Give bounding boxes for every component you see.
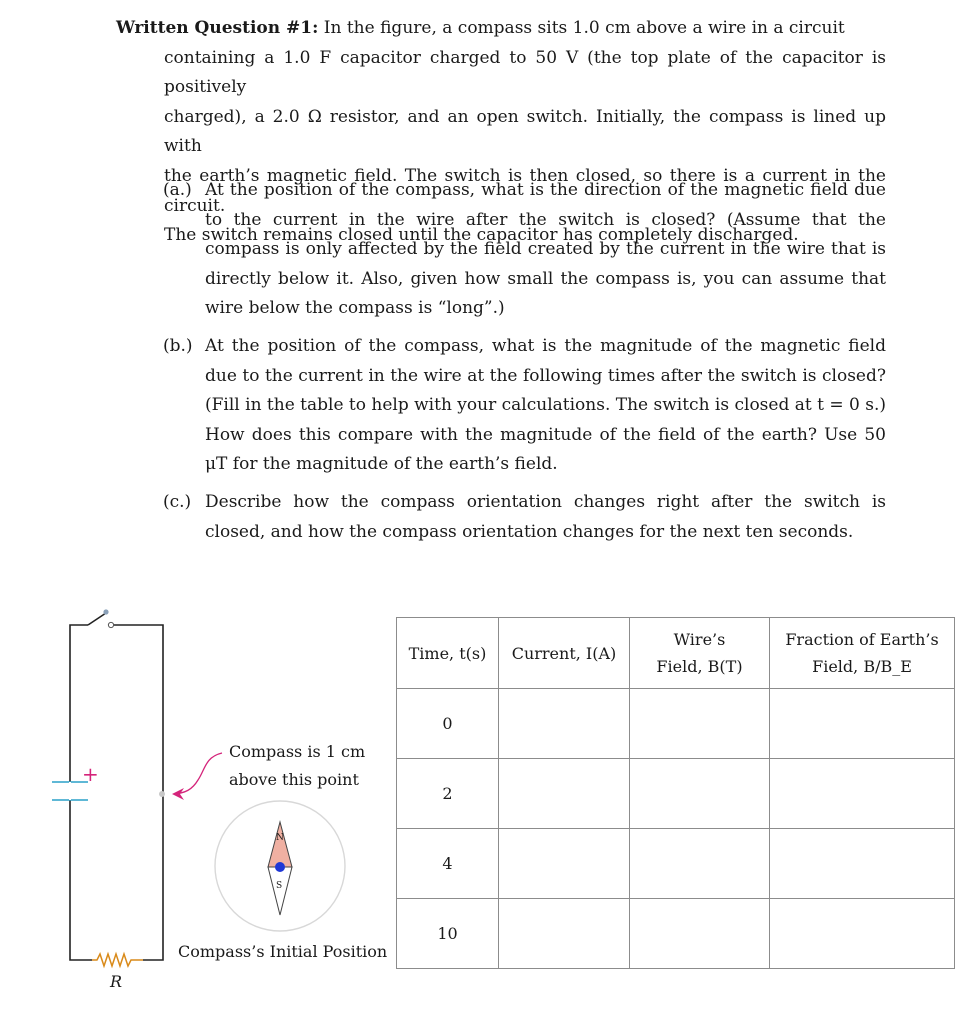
part-a [163,176,886,324]
data-table [396,617,955,969]
pointer-curve [174,753,222,794]
table-row [397,829,955,899]
part-b-label: (b.) [163,335,193,356]
cell-time: 10 [397,899,499,969]
cell-time: 2 [397,759,499,829]
compass-caption: Compass’s Initial Position [178,942,388,961]
wire-point [159,791,165,797]
resistor [92,954,143,966]
part-c [163,488,886,547]
cell-field[interactable] [630,689,770,759]
intro-line-3: charged), a 2.0 Ω resistor, and an open switch. Initially, the compass is lined up with [164,106,886,157]
cell-field[interactable] [630,759,770,829]
part-a-label: (a.) [163,180,192,200]
wire-left-bottom [70,800,92,960]
part-c-text: Describe how the compass orientation changes right after the switch is closed, and how the compass orientation changes for the next ten seconds. [205,491,886,542]
cell-current[interactable] [499,759,630,829]
compass-note-line-1: Compass is 1 cm [229,742,366,761]
part-b [163,332,886,480]
table-row [397,899,955,969]
intro-line-4: the earth’s magnetic field. The switch is then closed, so there is a current in the circuit. [164,165,886,216]
resistor-label: R [110,972,123,991]
part-b-text: At the position of the compass, what is the magnitude of the magnetic field due to the current in the wire at the following times after the switch is closed? (Fill in the table to help with your calculations. The switch is closed at t = 0 s.) How does this compare with the magnitude of the field of the earth? Use 50 μT for the magnitude of the earth’s field. [205,335,886,475]
wire-right [112,625,163,960]
compass-note-line-2: above this point [229,770,359,789]
compass-north-label: N [276,833,284,843]
compass-pivot [275,862,285,872]
header-wire-field: Wire’s Field, B(T) [630,618,770,689]
cell-time: 0 [397,689,499,759]
cell-field[interactable] [630,899,770,969]
cell-current[interactable] [499,829,630,899]
question-parts [163,176,886,555]
question-label: Written Question #1: [116,18,319,38]
wire-switch-arm [88,613,106,625]
cell-fraction[interactable] [770,689,955,759]
header-time: Time, t(s) [397,618,499,689]
intro-line-1: In the figure, a compass sits 1.0 cm above a wire in a circuit [323,18,845,38]
cell-fraction[interactable] [770,759,955,829]
switch-pivot [103,609,108,614]
cell-time: 4 [397,829,499,899]
table-row [397,759,955,829]
switch-contact [108,622,113,627]
part-c-label: (c.) [163,491,192,512]
header-fraction: Fraction of Earth’s Field, B/B_E [770,618,955,689]
cell-field[interactable] [630,829,770,899]
compass-south-label: S [276,881,283,891]
intro-line-2: containing a 1.0 F capacitor charged to 50 V (the top plate of the capacitor is positively [164,47,886,98]
part-a-text: At the position of the compass, what is the direction of the magnetic field due to the current in the wire after the switch is closed? (Assume that the compass is only affected by the field created by the current in the wire that is directly below it. Also, given how small the compass is, you can assume that wire below the compass is “long”.) [205,180,886,319]
cell-current[interactable] [499,689,630,759]
table-header-row [397,618,955,689]
wire-left-top [70,625,88,782]
header-current: Current, I(A) [499,618,630,689]
cell-fraction[interactable] [770,829,955,899]
intro-line-5: The switch remains closed until the capacitor has completely discharged. [164,225,799,246]
cell-current[interactable] [499,899,630,969]
capacitor-plus-sign: + [82,762,99,786]
cell-fraction[interactable] [770,899,955,969]
pointer-arrowhead [172,788,184,800]
table-row [397,689,955,759]
